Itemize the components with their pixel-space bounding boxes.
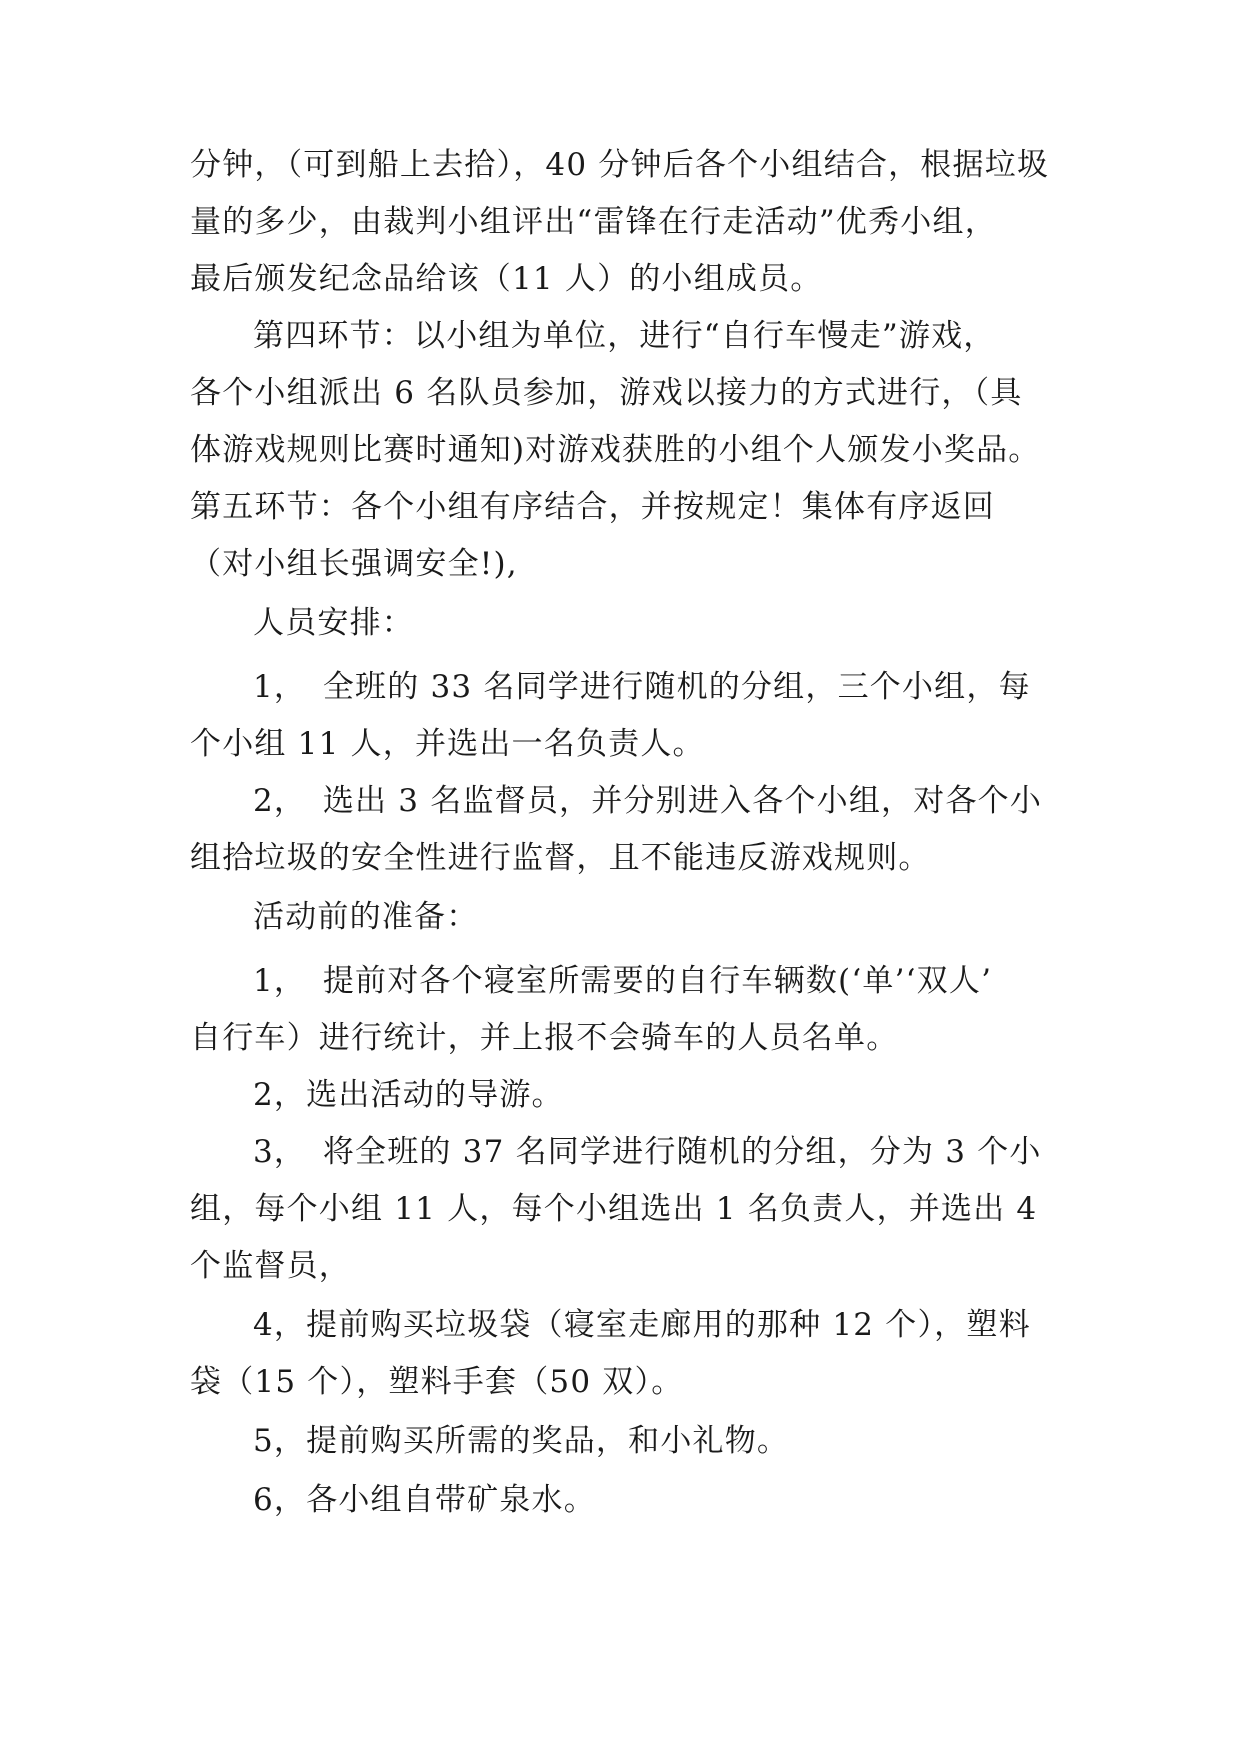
text-line: 袋（15 个），塑料手套（50 双）。 <box>190 1364 684 1400</box>
list-item: 4，提前购买垃圾袋（寝室走廊用的那种 12 个），塑料 <box>253 1307 1031 1343</box>
text-line: 体游戏规则比赛时通知)对游戏获胜的小组个人颁发小奖品。 <box>190 432 1041 468</box>
section-heading: 人员安排： <box>253 605 414 641</box>
list-item: 3， 将全班的 37 名同学进行随机的分组，分为 3 个小 <box>253 1134 1042 1170</box>
list-item: 2，选出活动的导游。 <box>253 1077 564 1113</box>
text-line: 分钟，（可到船上去拾），40 分钟后各个小组结合，根据垃圾 <box>190 147 1050 183</box>
text-line: 第五环节：各个小组有序结合，并按规定！集体有序返回 <box>190 489 995 525</box>
list-item: 1， 全班的 33 名同学进行随机的分组，三个小组，每 <box>253 669 1031 705</box>
list-item: 6，各小组自带矿泉水。 <box>253 1482 596 1518</box>
list-item: 5，提前购买所需的奖品，和小礼物。 <box>253 1423 790 1459</box>
text-line: 个小组 11 人，并选出一名负责人。 <box>190 726 705 762</box>
list-item: 1， 提前对各个寝室所需要的自行车辆数(‘单’‘双人’ <box>253 963 993 999</box>
text-line: 各个小组派出 6 名队员参加，游戏以接力的方式进行，（具 <box>190 375 1023 411</box>
text-line: 组拾垃圾的安全性进行监督，且不能违反游戏规则。 <box>190 840 931 876</box>
text-line: 组，每个小组 11 人，每个小组选出 1 名负责人，并选出 4 <box>190 1191 1038 1227</box>
text-line: （对小组长强调安全!), <box>190 546 518 582</box>
text-line: 自行车）进行统计，并上报不会骑车的人员名单。 <box>190 1020 899 1056</box>
list-item: 2， 选出 3 名监督员，并分别进入各个小组，对各个小 <box>253 783 1043 819</box>
text-line: 最后颁发纪念品给该（11 人）的小组成员。 <box>190 261 823 297</box>
text-line: 量的多少，由裁判小组评出“雷锋在行走活动”优秀小组， <box>190 204 997 240</box>
text-line: 个监督员， <box>190 1248 351 1284</box>
text-line: 第四环节：以小组为单位，进行“自行车慢走”游戏， <box>253 318 996 354</box>
section-heading: 活动前的准备： <box>253 899 479 935</box>
